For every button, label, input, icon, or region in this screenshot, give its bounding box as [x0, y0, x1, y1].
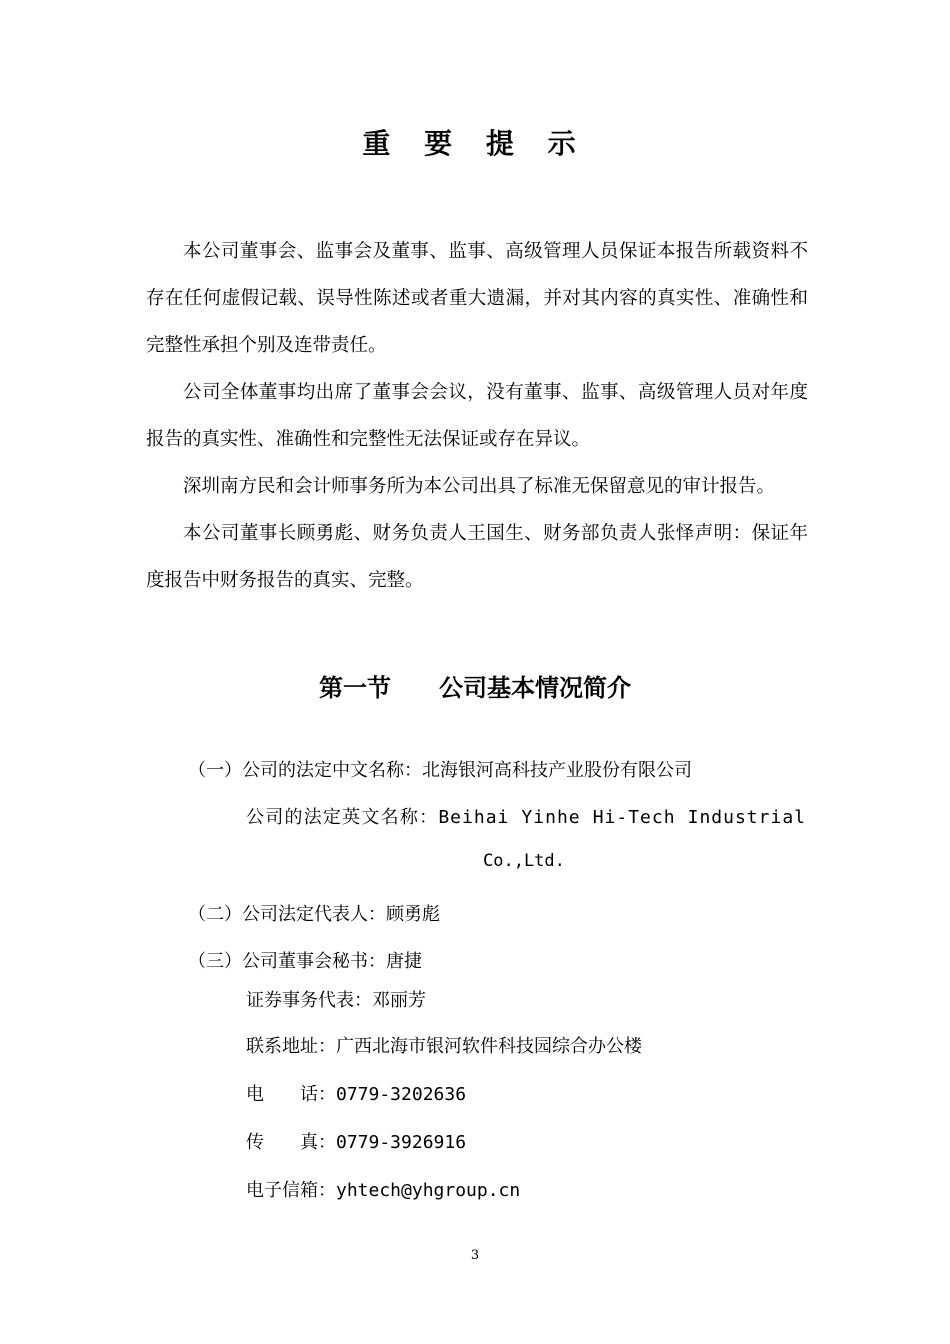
item-value: 广西北海市银河软件科技园综合办公楼: [336, 1036, 642, 1057]
item-value: Beihai Yinhe Hi-Tech Industrial: [438, 807, 806, 828]
item-label: （一）公司的法定中文名称：: [188, 760, 422, 781]
item-securities-rep: [246, 986, 426, 1012]
item-value: 顾勇彪: [386, 904, 440, 925]
item-fax: [246, 1128, 466, 1154]
item-email: [246, 1176, 520, 1202]
item-value: 邓丽芳: [372, 990, 426, 1011]
page-number: 3: [470, 1248, 480, 1263]
notice-paragraph: 深圳南方民和会计师事务所为本公司出具了标准无保留意见的审计报告。: [183, 476, 776, 497]
notice-body: [146, 228, 808, 604]
item-label: 公司的法定英文名称：: [246, 807, 439, 828]
item-chinese-name: [188, 756, 692, 782]
item-value: 北海银河高科技产业股份有限公司: [422, 760, 692, 781]
notice-paragraph: 本公司董事长顾勇彪、财务负责人王国生、财务部负责人张怿声明：保证年度报告中财务报告的真实、完整。: [146, 523, 808, 591]
notice-paragraph: 公司全体董事均出席了董事会会议，没有董事、监事、高级管理人员对年度报告的真实性、准确性和完整性无法保证或存在异议。: [146, 382, 808, 450]
item-address: [246, 1032, 642, 1058]
item-value: 0779-3926916: [336, 1132, 467, 1153]
item-value: yhtech@yhgroup.cn: [336, 1180, 521, 1201]
item-board-secretary: [188, 947, 422, 973]
item-value: 唐捷: [386, 951, 422, 972]
notice-title: 重 要 提 示: [362, 127, 588, 160]
item-label: 联系地址：: [246, 1036, 336, 1057]
item-phone: [246, 1080, 466, 1106]
item-label: （三）公司董事会秘书：: [188, 951, 386, 972]
section-title-text: 公司基本情况简介: [439, 674, 631, 702]
item-label: 电子信箱：: [246, 1180, 336, 1201]
notice-paragraph: 本公司董事会、监事会及董事、监事、高级管理人员保证本报告所载资料不存在任何虚假记载、误导性陈述或者重大遗漏，并对其内容的真实性、准确性和完整性承担个别及连带责任。: [146, 241, 808, 356]
item-label: 传 真：: [246, 1132, 336, 1153]
section-heading: [0, 668, 950, 703]
item-label: （二）公司法定代表人：: [188, 904, 386, 925]
item-value: 0779-3202636: [336, 1084, 467, 1105]
item-label: 电 话：: [246, 1084, 336, 1105]
item-label: 证券事务代表：: [246, 990, 372, 1011]
item-english-name-cont: Co.,Ltd.: [483, 851, 565, 871]
section-number: 第一节: [319, 674, 391, 702]
item-english-name: [246, 803, 806, 829]
item-legal-rep: [188, 900, 440, 926]
